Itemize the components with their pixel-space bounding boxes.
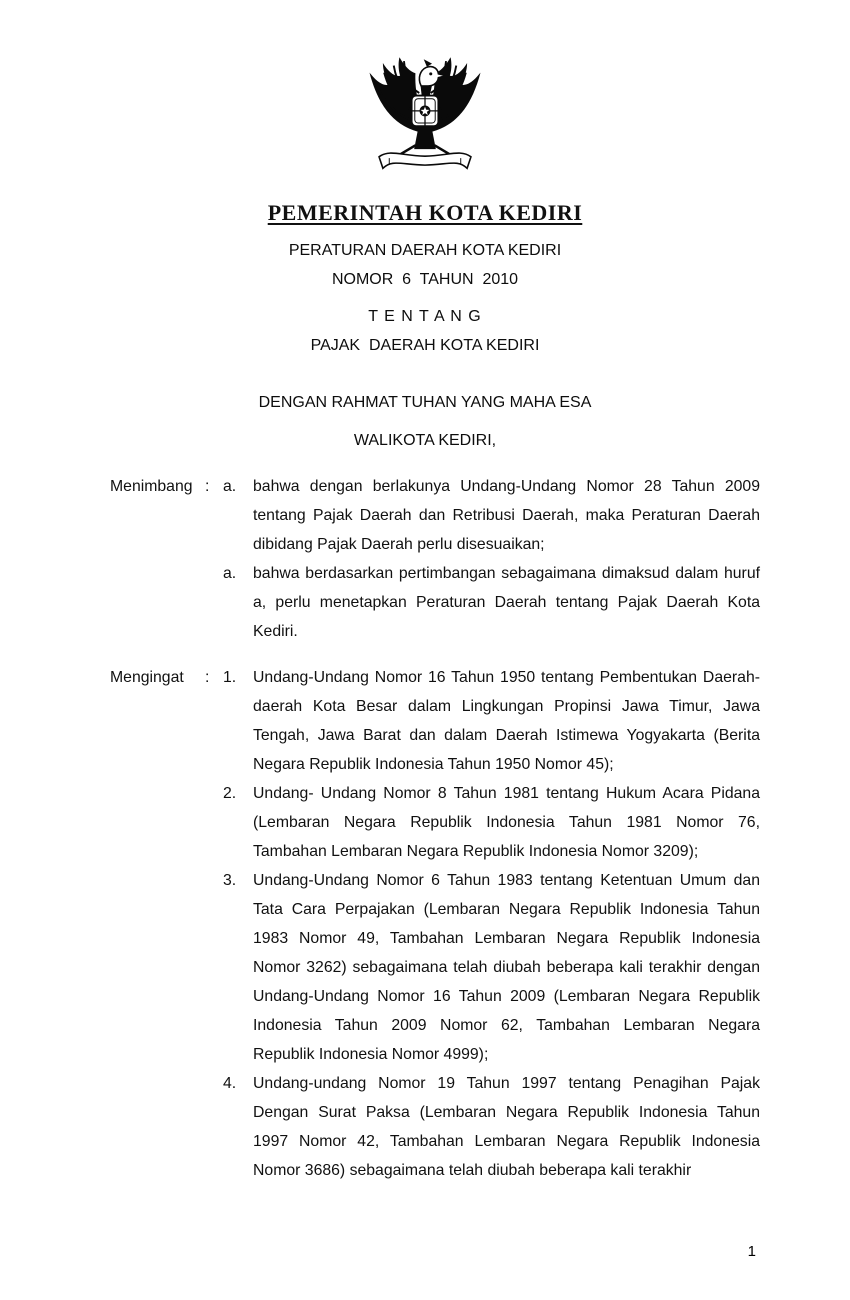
section-label-spacer: [110, 866, 205, 1069]
tentang-heading: T E N T A N G: [368, 308, 482, 325]
authority-line: WALIKOTA KEDIRI,: [353, 432, 497, 449]
list-item-text: bahwa dengan berlakunya Undang-Undang Nomor 28 Tahun 2009 tentang Pajak Daerah dan Retribusi Daerah, maka Peraturan Daerah dibidang Pajak Daerah perlu disesuaikan;: [253, 478, 760, 553]
list-marker: 2.: [223, 785, 237, 802]
section-label: Mengingat: [110, 669, 184, 686]
list-item-text: Undang-Undang Nomor 6 Tahun 1983 tentang Ketentuan Umum dan Tata Cara Perpajakan (Lembaran Negara Republik Indonesia Tahun 1983 Nomor 49, Tambahan Lembaran Negara Republik Indonesia Nomor 3262) sebagaimana telah diubah beberapa kali terakhir dengan Undang-Undang Nomor 16 Tahun 2009 (Lembaran Negara Republik Indonesia Tahun 2009 Nomor 62, Tambahan Lembaran Negara Republik Indonesia Nomor 4999);: [253, 872, 760, 1063]
regulation-number: NOMOR 6 TAHUN 2010: [331, 271, 519, 288]
garuda-pancasila-icon: [361, 56, 489, 190]
list-item-text: Undang-Undang Nomor 16 Tahun 1950 tentang Pembentukan Daerah-daerah Kota Besar dalam Lingkungan Propinsi Jawa Timur, Jawa Tengah, Jawa Barat dan dalam Daerah Istimewa Yogyakarta (Berita Negara Republik Indonesia Tahun 1950 Nomor 45);: [253, 669, 760, 773]
list-marker: 4.: [223, 1075, 237, 1092]
page-title: PEMERINTAH KOTA KEDIRI: [267, 200, 583, 225]
list-item-text: bahwa berdasarkan pertimbangan sebagaimana dimaksud dalam huruf a, perlu menetapkan Peraturan Daerah tentang Pajak Daerah Kota Kediri.: [253, 565, 760, 640]
regulation-name: PERATURAN DAERAH KOTA KEDIRI: [288, 242, 562, 259]
regulation-subject: PAJAK DAERAH KOTA KEDIRI: [310, 337, 540, 354]
section-label-spacer: [110, 559, 205, 646]
section-colon-spacer: [205, 1069, 223, 1185]
section-colon: :: [205, 669, 210, 686]
emblem-container: [0, 0, 850, 190]
section-colon-spacer: [205, 779, 223, 866]
section-mengingat: [110, 663, 760, 1185]
document-body: [110, 472, 760, 1185]
list-item-text: Undang- Undang Nomor 8 Tahun 1981 tentang Hukum Acara Pidana (Lembaran Negara Republik Indonesia Tahun 1981 Nomor 76, Tambahan Lembaran Negara Republik Indonesia Nomor 3209);: [253, 785, 760, 860]
section-colon-spacer: [205, 866, 223, 1069]
section-menimbang: [110, 472, 760, 646]
list-marker: 1.: [223, 669, 237, 686]
invocation-line: DENGAN RAHMAT TUHAN YANG MAHA ESA: [258, 394, 592, 411]
section-label: Menimbang: [110, 478, 193, 495]
list-marker: a.: [223, 565, 237, 582]
page-number: 1: [747, 1243, 756, 1260]
section-colon-spacer: [205, 559, 223, 646]
section-label-spacer: [110, 779, 205, 866]
section-label-spacer: [110, 1069, 205, 1185]
list-marker: a.: [223, 478, 237, 495]
list-marker: 3.: [223, 872, 237, 889]
list-item-text: Undang-undang Nomor 19 Tahun 1997 tentang Penagihan Pajak Dengan Surat Paksa (Lembaran Negara Republik Indonesia Tahun 1997 Nomor 42, Tambahan Lembaran Negara Republik Indonesia Nomor 3686) sebagaimana telah diubah beberapa kali terakhir: [253, 1075, 760, 1179]
section-colon: :: [205, 478, 210, 495]
